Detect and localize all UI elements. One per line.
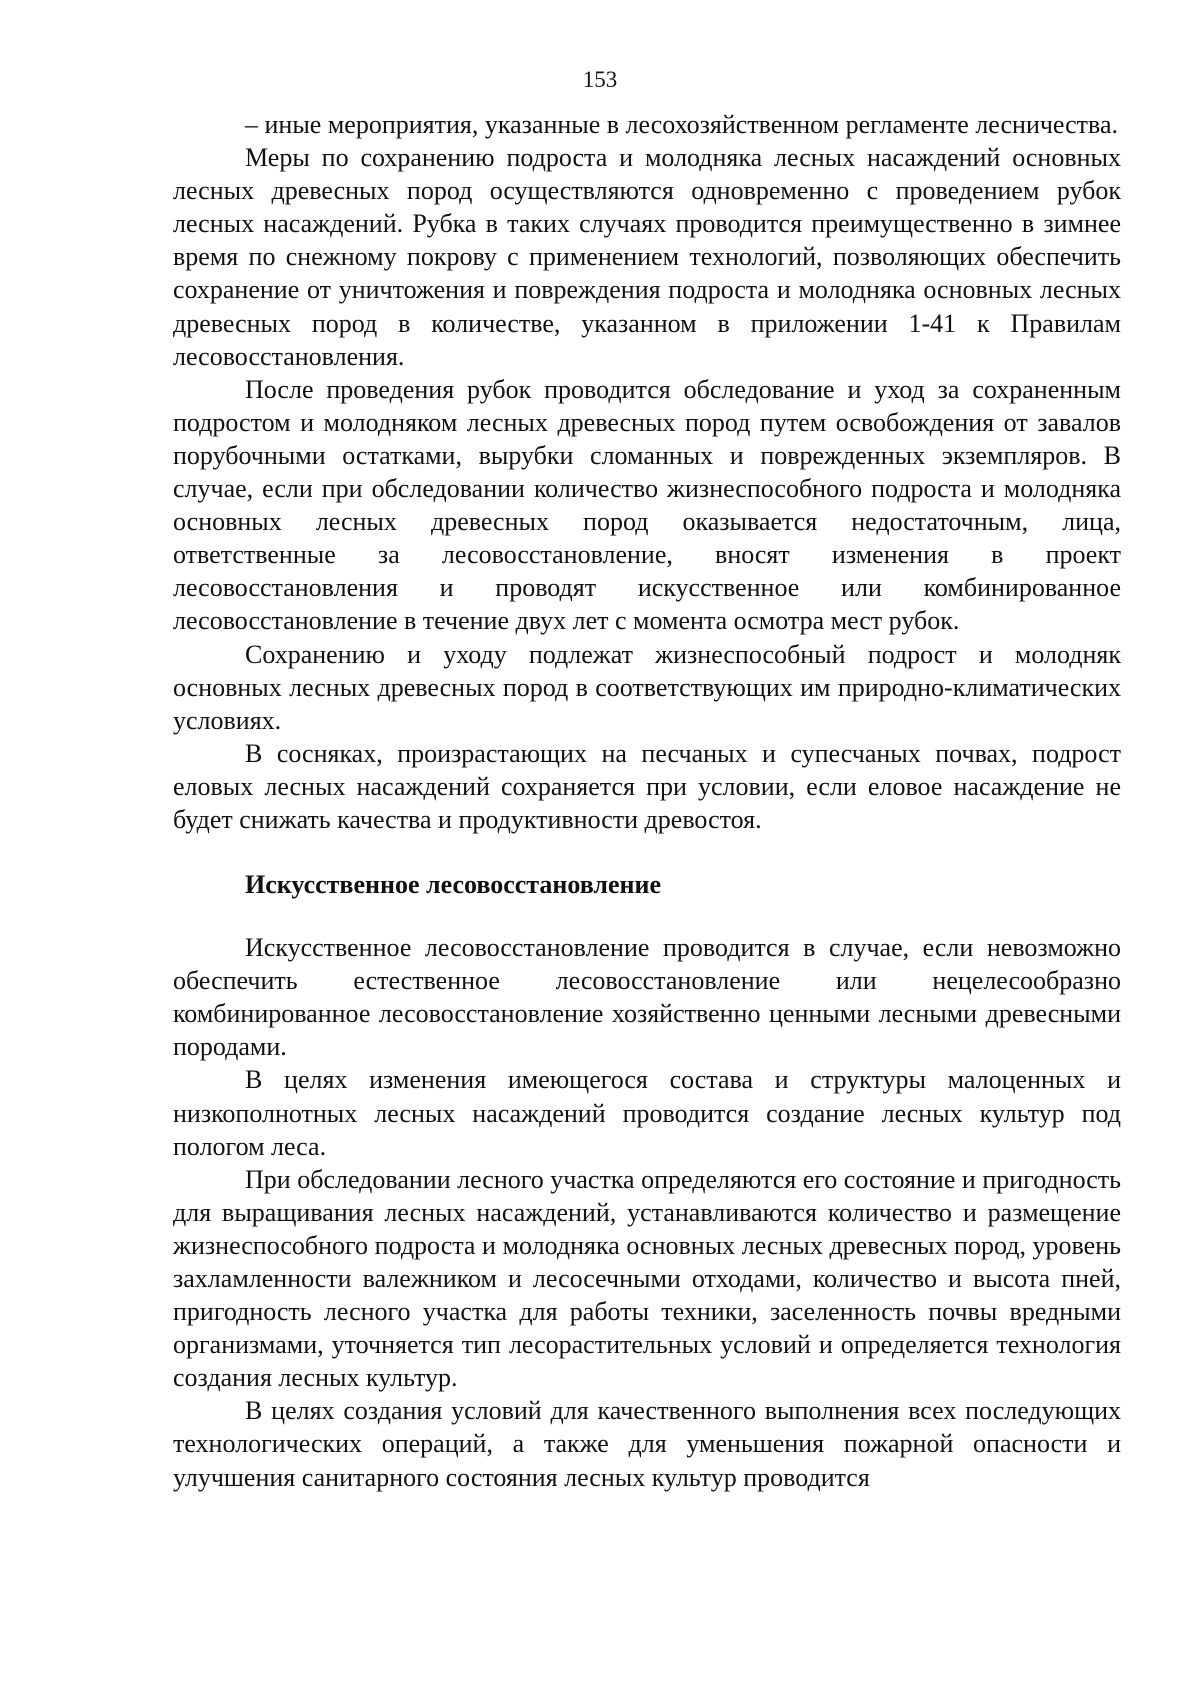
paragraph-preservation-subject: Сохранению и уходу подлежат жизнеспособный подрост и молодняк основных лесных древесных пород в соответствующих им природно-климатических условиях.: [173, 639, 1121, 735]
paragraph-post-felling-survey: После проведения рубок проводится обследование и уход за сохраненным подростом и молодняком лесных древесных пород путем освобождения от завалов порубочными остатками, вырубки сломанных и поврежденных экземпляров. В случае, если при обследовании количество жизнеспособного подроста и молодняка основных лесных древесных пород оказывается недостаточным, лица, ответственные за лесовосстановление, вносят изменения в проект лесовосстановления и проводят искусственное или комбинированное лесовосстановление в течение двух лет с момента осмотра мест рубок.: [173, 374, 1121, 636]
page-body: [173, 108, 1121, 1494]
paragraph-other-measures: – иные мероприятия, указанные в лесохозяйственном регламенте лесничества.: [245, 110, 1118, 139]
section-heading: Искусственное лесовосстановление: [245, 870, 662, 900]
paragraph-under-canopy: В целях изменения имеющегося состава и структуры малоценных и низкополнотных лесных насаждений проводится создание лесных культур под пологом леса.: [173, 1065, 1121, 1161]
paragraph-preservation-measures: Меры по сохранению подроста и молодняка лесных насаждений основных лесных древесных пород осуществляются одновременно с проведением рубок лесных насаждений. Рубка в таких случаях проводится преимущественно в зимнее время по снежному покрову с применением технологий, позволяющих обеспечить сохранение от уничтожения и повреждения подроста и молодняка основных лесных древесных пород в количестве, указанном в приложении 1-41 к Правилам лесовосстановления.: [173, 143, 1121, 371]
paragraph-pine-stands: В сосняках, произрастающих на песчаных и супесчаных почвах, подрост еловых лесных насаждений сохраняется при условии, если еловое насаждение не будет снижать качества и продуктивности древостоя.: [173, 738, 1121, 834]
paragraph-site-survey: При обследовании лесного участка определяются его состояние и пригодность для выращивания лесных насаждений, устанавливаются количество и размещение жизнеспособного подроста и молодняка основных лесных древесных пород, уровень захламленности валежником и лесосечными отходами, количество и высота пней, пригодность лесного участка для работы техники, заселенность почвы вредными организмами, уточняется тип лесорастительных условий и определяется технология создания лесных культур.: [173, 1164, 1121, 1393]
page-number: 153: [582, 67, 618, 92]
paragraph-technological-operations: В целях создания условий для качественного выполнения всех последующих технологических операций, а также для уменьшения пожарной опасности и улучшения санитарного состояния лесных культур проводится: [173, 1396, 1121, 1492]
paragraph-artificial-definition: Искусственное лесовосстановление проводится в случае, если невозможно обеспечить естественное лесовосстановление или нецелесообразно комбинированное лесовосстановление хозяйственно ценными лесными древесными породами.: [173, 933, 1121, 1062]
